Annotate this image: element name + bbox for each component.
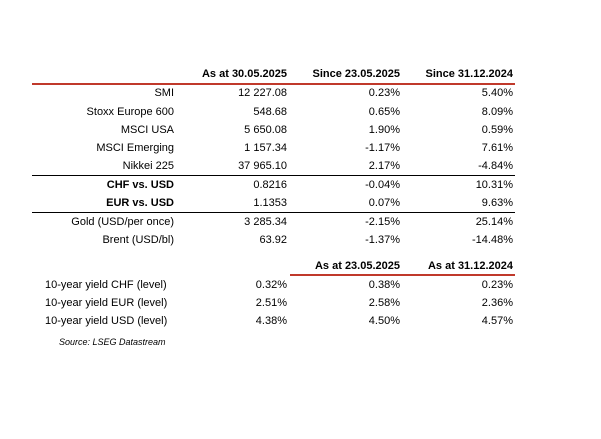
row-ytd: 4.57% <box>481 315 513 327</box>
row-ytd: 2.36% <box>481 297 513 309</box>
yield-header-week: As at 23.05.2025 <box>314 260 400 272</box>
row-level: 5 650.08 <box>244 124 287 136</box>
section-divider <box>32 175 515 176</box>
row-week: -0.04% <box>365 179 400 191</box>
row-level: 0.32% <box>255 279 287 291</box>
row-label: EUR vs. USD <box>106 197 174 209</box>
header-rule <box>32 83 515 85</box>
row-label: CHF vs. USD <box>106 179 174 191</box>
header-since-week: Since 23.05.2025 <box>312 68 400 80</box>
row-level: 3 285.34 <box>244 216 287 228</box>
row-week: 0.65% <box>368 106 400 118</box>
row-ytd: 9.63% <box>481 197 513 209</box>
row-ytd: 10.31% <box>475 179 513 191</box>
row-label: MSCI Emerging <box>96 142 174 154</box>
yield-header-ytd: As at 31.12.2024 <box>427 260 513 272</box>
row-ytd: -4.84% <box>478 160 513 172</box>
row-label: 10-year yield EUR (level) <box>45 297 168 309</box>
row-week: 2.58% <box>368 297 400 309</box>
yield-header-rule <box>290 274 515 276</box>
row-ytd: 7.61% <box>481 142 513 154</box>
row-level: 1 157.34 <box>244 142 287 154</box>
row-ytd: 25.14% <box>475 216 513 228</box>
row-label: SMI <box>154 87 174 99</box>
row-week: 0.07% <box>368 197 400 209</box>
header-since-ytd: Since 31.12.2024 <box>425 68 513 80</box>
source-note: Source: LSEG Datastream <box>59 337 166 347</box>
row-week: -2.15% <box>365 216 400 228</box>
row-ytd: 0.59% <box>481 124 513 136</box>
row-label: Stoxx Europe 600 <box>86 106 174 118</box>
row-level: 1.1353 <box>253 197 287 209</box>
row-label: MSCI USA <box>120 124 174 136</box>
row-level: 37 965.10 <box>238 160 287 172</box>
row-level: 548.68 <box>253 106 287 118</box>
row-label: Nikkei 225 <box>122 160 174 172</box>
row-week: 1.90% <box>368 124 400 136</box>
row-week: 0.23% <box>368 87 400 99</box>
row-week: 0.38% <box>368 279 400 291</box>
row-label: 10-year yield CHF (level) <box>45 279 167 291</box>
row-label: 10-year yield USD (level) <box>45 315 168 327</box>
row-week: -1.17% <box>365 142 400 154</box>
row-week: 4.50% <box>368 315 400 327</box>
row-level: 63.92 <box>259 234 287 246</box>
row-ytd: 8.09% <box>481 106 513 118</box>
row-level: 4.38% <box>255 315 287 327</box>
row-label: Gold (USD/per once) <box>71 216 174 228</box>
row-label: Brent (USD/bl) <box>102 234 174 246</box>
row-level: 12 227.08 <box>238 87 287 99</box>
row-week: -1.37% <box>365 234 400 246</box>
row-level: 0.8216 <box>253 179 287 191</box>
row-ytd: 5.40% <box>481 87 513 99</box>
row-week: 2.17% <box>368 160 400 172</box>
section-divider <box>32 212 515 213</box>
row-ytd: -14.48% <box>472 234 513 246</box>
row-ytd: 0.23% <box>481 279 513 291</box>
row-level: 2.51% <box>255 297 287 309</box>
header-as-at: As at 30.05.2025 <box>201 68 287 80</box>
